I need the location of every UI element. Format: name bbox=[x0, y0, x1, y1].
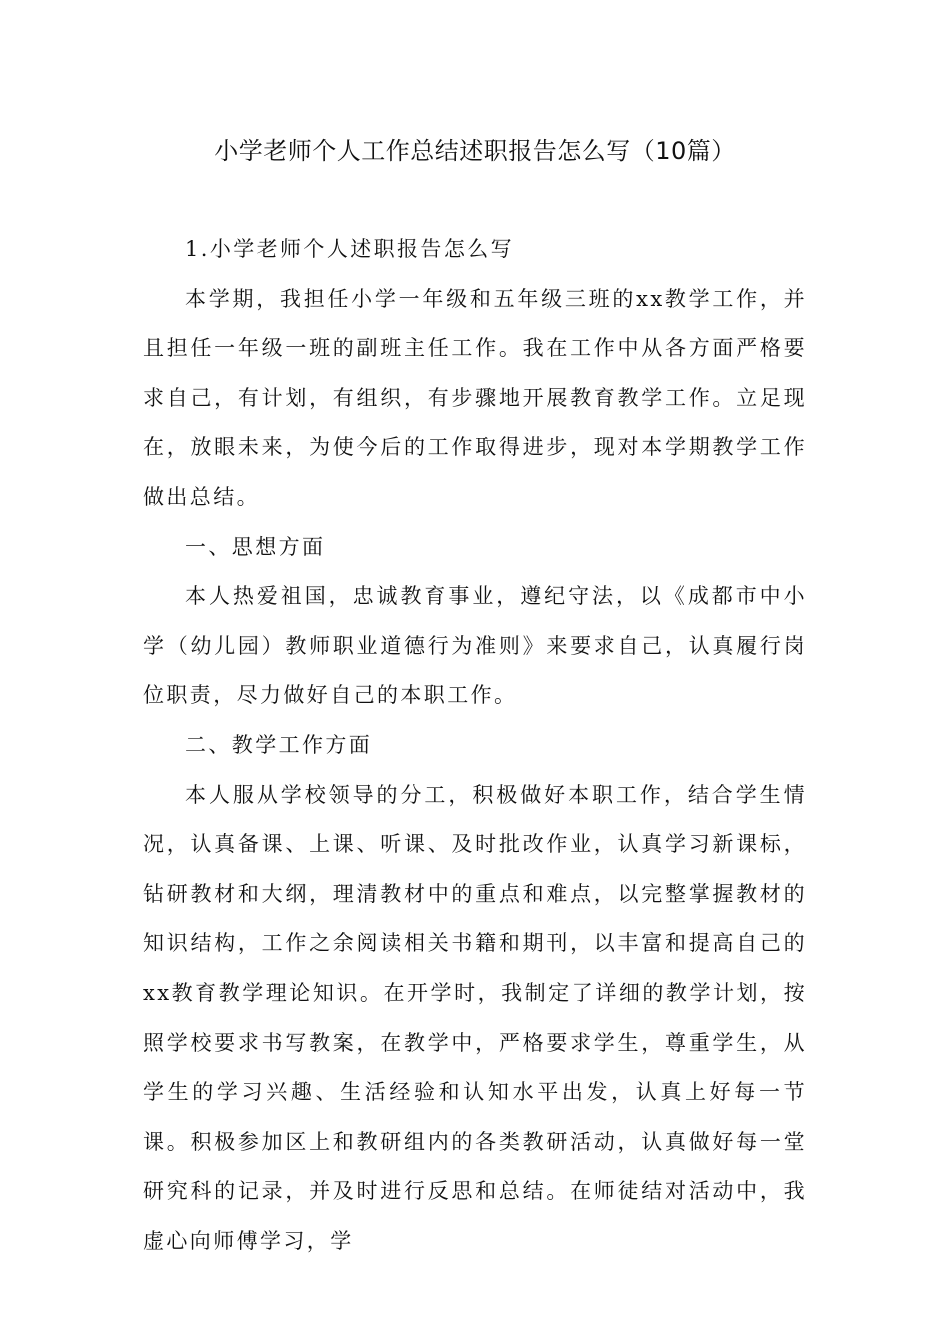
body-paragraph-teaching: 本人服从学校领导的分工，积极做好本职工作，结合学生情况，认真备课、上课、听课、及时批改作业，认真学习新课标，钻研教材和大纲，理清教材中的重点和难点，以完整掌握教材的知识结构，工作之余阅读相关书籍和期刊，以丰富和提高自己的xx教育教学理论知识。在开学时，我制定了详细的教学计划，按照学校要求书写教案，在教学中，严格要求学生，尊重学生，从学生的学习兴趣、生活经验和认知水平出发，认真上好每一节课。积极参加区上和教研组内的各类教研活动，认真做好每一堂研究科的记录，并及时进行反思和总结。在师徒结对活动中，我虚心向师傅学习，学 bbox=[143, 782, 807, 1253]
document-title: 小学老师个人工作总结述职报告怎么写（10篇） bbox=[214, 137, 736, 165]
section-heading-1: 1.小学老师个人述职报告怎么写 bbox=[185, 237, 515, 261]
section-heading-ideology: 一、思想方面 bbox=[185, 534, 326, 559]
section-heading-teaching: 二、教学工作方面 bbox=[185, 732, 373, 757]
body-paragraph-intro: 本学期，我担任小学一年级和五年级三班的xx教学工作，并且担任一年级一班的副班主任工作。我在工作中从各方面严格要求自己，有计划，有组织，有步骤地开展教育教学工作。立足现在，放眼未来，为使今后的工作取得进步，现对本学期教学工作做出总结。 bbox=[143, 286, 807, 509]
body-paragraph-ideology: 本人热爱祖国，忠诚教育事业，遵纪守法，以《成都市中小学（幼儿园）教师职业道德行为准则》来要求自己，认真履行岗位职责，尽力做好自己的本职工作。 bbox=[143, 584, 807, 708]
document-body bbox=[143, 225, 807, 1266]
